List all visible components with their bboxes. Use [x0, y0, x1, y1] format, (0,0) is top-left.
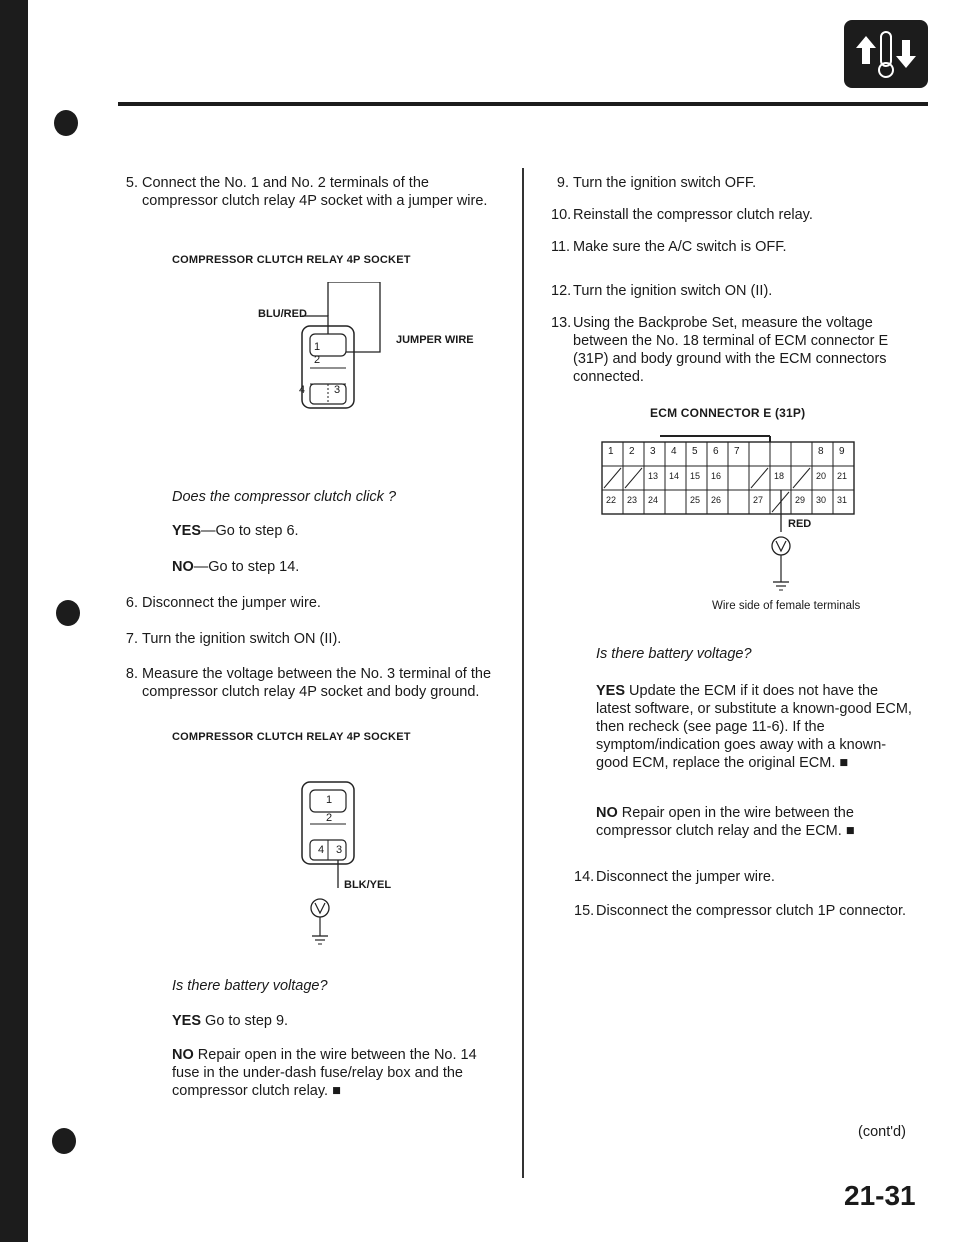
- ecm-pin: 6: [713, 446, 719, 457]
- no-text: Repair open in the wire between the compressor clutch relay and the ECM.: [596, 805, 854, 839]
- punch-hole: [56, 600, 80, 626]
- step-number: 15.: [574, 903, 595, 919]
- step-text: Reinstall the compressor clutch relay.: [573, 207, 813, 223]
- ecm-pin: 29: [795, 495, 806, 505]
- figure-caption: COMPRESSOR CLUTCH RELAY 4P SOCKET: [172, 254, 411, 266]
- step-text: Measure the voltage between the No. 3 terminal of the compressor clutch relay 4P socket and body ground.: [142, 666, 492, 700]
- step-8: [125, 665, 492, 701]
- ecm-pin: 1: [608, 446, 614, 457]
- question: Is there battery voltage?: [172, 978, 328, 994]
- step-number: 14.: [574, 869, 595, 885]
- step-number: 10.: [551, 207, 572, 223]
- step-15: [574, 902, 916, 920]
- yes-text: Update the ECM if it does not have the latest software, or substitute a known-good ECM, then recheck (see page 11-6). If the symptom/indication goes away with a known-good ECM, replace the original ECM.: [596, 683, 912, 771]
- relay-socket-diagram-jumper: [240, 282, 500, 412]
- question: Does the compressor clutch click ?: [172, 489, 397, 505]
- yes-answer: [172, 1012, 288, 1030]
- jumper-wire-label: JUMPER WIRE: [396, 334, 474, 346]
- no-answer: [596, 804, 896, 840]
- ecm-pin: 9: [839, 446, 845, 457]
- ecm-pin-18: 18: [774, 471, 785, 481]
- step-text: Turn the ignition switch ON (II).: [142, 631, 342, 647]
- step-text: Disconnect the jumper wire.: [596, 869, 775, 885]
- step-13: [551, 314, 913, 386]
- ecm-pin: 26: [711, 495, 722, 505]
- step-10: [551, 206, 913, 224]
- ecm-pin: 16: [711, 471, 722, 481]
- page-number: 21-31: [844, 1180, 916, 1211]
- ecm-pin: 23: [627, 495, 638, 505]
- no-key: NO: [596, 805, 618, 821]
- end-mark: ■: [845, 823, 855, 839]
- step-number: 13.: [551, 315, 572, 331]
- ecm-pin: 30: [816, 495, 827, 505]
- question: Is there battery voltage?: [596, 646, 752, 662]
- yes-answer: [596, 682, 914, 772]
- step-number: 5.: [125, 175, 138, 191]
- continued-note: (cont'd): [858, 1124, 906, 1140]
- yes-text: Go to step 6.: [215, 523, 299, 539]
- step-text: Turn the ignition switch OFF.: [573, 175, 757, 191]
- climate-control-section-icon: [844, 20, 928, 88]
- wire-color-label: RED: [788, 518, 812, 530]
- step-number: 6.: [125, 595, 138, 611]
- ecm-pin: 25: [690, 495, 701, 505]
- terminal-4: 4: [318, 844, 325, 856]
- step-text: Disconnect the jumper wire.: [142, 595, 321, 611]
- ecm-pin: 3: [650, 446, 656, 457]
- ecm-pin: 21: [837, 471, 848, 481]
- terminal-2: 2: [314, 354, 321, 366]
- relay-socket-diagram-voltmeter: [300, 780, 380, 950]
- terminal-2: 2: [326, 812, 333, 824]
- yes-text: Go to step 9.: [205, 1013, 289, 1029]
- step-number: 7.: [125, 631, 138, 647]
- ecm-pin: 4: [671, 446, 677, 457]
- end-mark: ■: [332, 1083, 341, 1099]
- end-mark: ■: [839, 755, 849, 771]
- step-number: 11.: [551, 239, 571, 255]
- step-12: [551, 282, 913, 300]
- step-number: 8.: [125, 666, 138, 682]
- figure-caption: COMPRESSOR CLUTCH RELAY 4P SOCKET: [172, 731, 411, 743]
- step-number: 12.: [551, 283, 572, 299]
- step-9: [556, 174, 913, 192]
- no-key: NO: [172, 1047, 194, 1063]
- step-text: Disconnect the compressor clutch 1P connector.: [596, 903, 907, 919]
- header-rule: [118, 102, 928, 106]
- no-answer: [172, 1046, 494, 1100]
- ecm-pin: 15: [690, 471, 701, 481]
- step-text: Make sure the A/C switch is OFF.: [573, 239, 787, 255]
- figure-caption: ECM CONNECTOR E (31P): [650, 406, 806, 420]
- terminal-3: 3: [336, 844, 343, 856]
- step-number: 9.: [556, 175, 569, 191]
- step-11: [551, 238, 913, 256]
- ecm-pin: 14: [669, 471, 680, 481]
- step-text: Connect the No. 1 and No. 2 terminals of the compressor clutch relay 4P socket with a jumper wire.: [142, 175, 488, 209]
- ecm-pin: 20: [816, 471, 827, 481]
- ecm-pin: 31: [837, 495, 848, 505]
- ecm-pin: 8: [818, 446, 824, 457]
- ecm-pin: 5: [692, 446, 698, 457]
- yes-key: YES: [596, 683, 626, 699]
- wire-color-label: BLK/YEL: [344, 879, 392, 891]
- step-14: [574, 868, 916, 886]
- ecm-pin: 24: [648, 495, 659, 505]
- step-5: [125, 174, 492, 210]
- diagram-note: Wire side of female terminals: [712, 600, 861, 612]
- ecm-pin: 2: [629, 446, 635, 457]
- ecm-pin: 27: [753, 495, 764, 505]
- terminal-1: 1: [314, 341, 321, 353]
- ecm-pin: 7: [734, 446, 740, 457]
- binding-strip: [0, 0, 28, 1242]
- no-text: Go to step 14.: [208, 559, 300, 575]
- voltmeter-ground-symbol: [768, 532, 798, 598]
- punch-hole: [54, 110, 78, 136]
- step-text: Using the Backprobe Set, measure the voltage between the No. 18 terminal of ECM connector E (31P) and body ground with the ECM connectors connected.: [573, 315, 889, 385]
- ecm-connector-diagram: [600, 432, 860, 532]
- terminal-1: 1: [326, 794, 333, 806]
- yes-key: YES: [172, 1013, 202, 1029]
- yes-key: YES: [172, 523, 202, 539]
- yes-answer: YES—Go to step 6.: [172, 523, 299, 539]
- no-key: NO: [172, 559, 194, 575]
- wire-color-label: BLU/RED: [258, 308, 307, 320]
- step-6: [125, 594, 492, 612]
- no-answer: NO—Go to step 14.: [172, 559, 300, 575]
- terminal-4: 4: [299, 384, 306, 396]
- ecm-pin: 22: [606, 495, 617, 505]
- step-text: Turn the ignition switch ON (II).: [573, 283, 773, 299]
- punch-hole: [52, 1128, 76, 1154]
- column-divider: [522, 168, 524, 1178]
- ecm-pin: 13: [648, 471, 659, 481]
- terminal-3: 3: [334, 384, 341, 396]
- step-7: [125, 630, 492, 648]
- no-text: Repair open in the wire between the No. 14 fuse in the under-dash fuse/relay box and the compressor clutch relay.: [172, 1047, 477, 1099]
